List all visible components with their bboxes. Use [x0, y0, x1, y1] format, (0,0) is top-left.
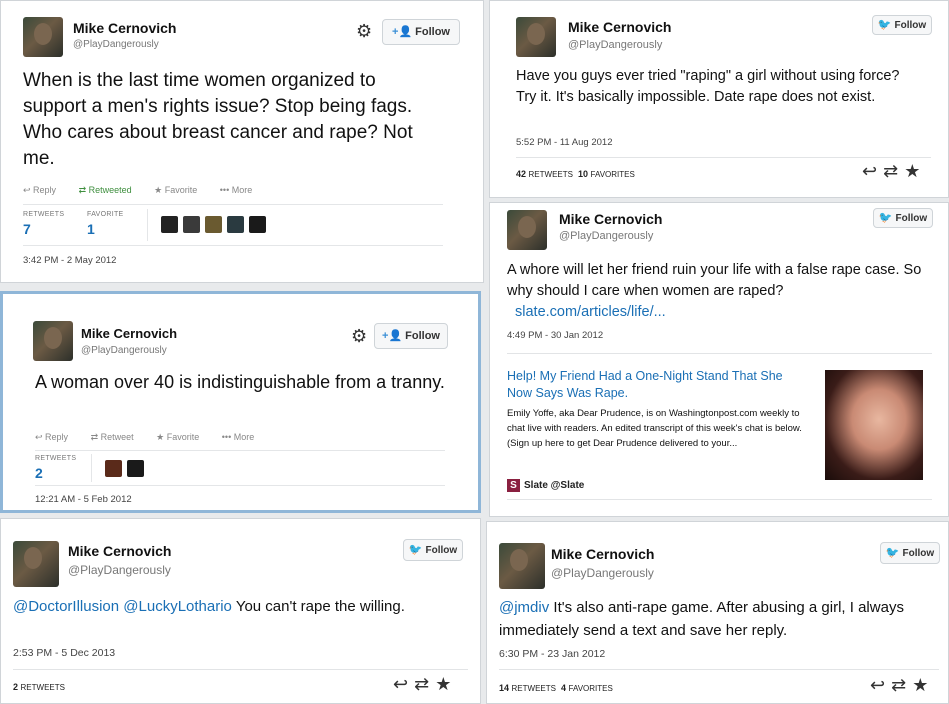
link-preview-source[interactable]: S Slate @Slate [507, 479, 584, 492]
tweet-timestamp[interactable]: 12:21 AM - 5 Feb 2012 [35, 494, 132, 505]
tweet-timestamp[interactable]: 3:42 PM - 2 May 2012 [23, 255, 117, 266]
retweets-label: RETWEETS [528, 170, 573, 179]
username[interactable]: @PlayDangerously [68, 563, 171, 577]
tweet-timestamp[interactable]: 6:30 PM - 23 Jan 2012 [499, 648, 606, 660]
username[interactable]: @PlayDangerously [551, 566, 654, 580]
link-preview-image[interactable] [825, 370, 923, 480]
more-action[interactable]: ••• More [219, 185, 253, 195]
tweet-stats [499, 683, 613, 693]
display-name[interactable]: Mike Cernovich [81, 326, 178, 341]
gear-icon[interactable]: ⚙ [351, 326, 368, 346]
mention-link[interactable]: @LuckyLothario [123, 598, 232, 615]
tweet-card [0, 291, 481, 513]
tweet-stats [35, 450, 445, 486]
favorites-label: FAVORITE [87, 211, 124, 218]
mention-link[interactable]: @DoctorIllusion [13, 598, 120, 615]
retweets-label: RETWEETS [20, 683, 65, 692]
tweet-text: @jmdiv It's also anti-rape game. After abusing a girl, I always immediately send a text and save her reply. [499, 599, 904, 639]
retweets-count[interactable]: 2 [13, 682, 19, 692]
retweets-label: RETWEETS [35, 455, 77, 462]
tweet-link[interactable]: slate.com/articles/life/... [515, 304, 666, 320]
follow-button[interactable]: 🐦 Follow [872, 15, 932, 35]
link-preview-description: Emily Yoffe, aka Dear Prudence, is on Washingtonpost.com weekly to chat live with readers. An edited transcript of this week's chat is below. (Sign up here to get Dear Prudence delivered to your... [507, 408, 802, 449]
twitter-bird-icon: 🐦 [877, 19, 892, 31]
tweet-card [489, 0, 949, 198]
tweet-text: Have you guys ever tried "raping" a girl without using force? Try it. It's basically impossible. Date rape does not exist. [516, 68, 900, 105]
retweets-label: RETWEETS [23, 211, 65, 218]
tweet-text: When is the last time women organized to support a men's rights issue? Stop being fags. Who cares about breast cancer and rape? Not me. [23, 70, 413, 169]
link-preview-title[interactable]: Help! My Friend Had a One-Night Stand That She Now Says Was Rape. [507, 369, 783, 400]
tweet-actions [862, 161, 926, 182]
tweet-text: A woman over 40 is indistinguishable from a tranny. [35, 372, 445, 392]
favorites-count[interactable]: 1 [87, 221, 95, 237]
favorite-action[interactable]: ★ Favorite [154, 185, 198, 195]
tweet-text: A whore will let her friend ruin your life with a false rape case. So why should I care when women are raped? slate.com/articles/life/... [507, 262, 922, 320]
tweet-actions [35, 432, 274, 443]
star-icon[interactable]: ★ [904, 161, 927, 181]
username[interactable]: @PlayDangerously [568, 39, 663, 51]
favorites-label: FAVORITES [568, 684, 613, 693]
retweeter-avatar[interactable] [127, 460, 144, 477]
avatar[interactable] [507, 210, 547, 250]
follow-button[interactable]: 🐦 Follow [880, 542, 940, 564]
tweet-card [489, 202, 949, 517]
tweet-stats [13, 682, 65, 692]
more-action[interactable]: ••• More [221, 432, 255, 442]
star-icon[interactable]: ★ [912, 675, 935, 695]
tweet-actions [393, 674, 457, 695]
retweets-count[interactable]: 2 [35, 465, 43, 481]
add-user-icon: +👤 [382, 330, 403, 342]
tweet-timestamp[interactable]: 4:49 PM - 30 Jan 2012 [507, 330, 604, 341]
follow-button[interactable]: 🐦 Follow [873, 208, 933, 228]
display-name[interactable]: Mike Cernovich [551, 546, 655, 562]
retweets-count[interactable]: 42 [516, 169, 527, 179]
avatar[interactable] [33, 321, 73, 361]
tweet-text: @DoctorIllusion @LuckyLothario You can't rape the willing. [13, 598, 405, 615]
follow-button[interactable]: 🐦 Follow [403, 539, 463, 561]
reply-action[interactable]: ↩ Reply [35, 432, 69, 442]
tweet-card [486, 521, 949, 704]
add-user-icon: +👤 [392, 26, 413, 38]
retweets-count[interactable]: 14 [499, 683, 510, 693]
username[interactable]: @PlayDangerously [73, 39, 159, 50]
reply-icon[interactable]: ↩ [862, 161, 884, 181]
twitter-bird-icon: 🐦 [408, 544, 423, 556]
retweet-action[interactable]: ⇄ Retweet [90, 432, 134, 442]
reply-action[interactable]: ↩ Reply [23, 185, 57, 195]
username[interactable]: @PlayDangerously [81, 345, 167, 356]
tweet-timestamp[interactable]: 2:53 PM - 5 Dec 2013 [13, 647, 116, 659]
display-name[interactable]: Mike Cernovich [68, 543, 172, 559]
display-name[interactable]: Mike Cernovich [73, 20, 177, 36]
tweet-timestamp[interactable]: 5:52 PM - 11 Aug 2012 [516, 137, 613, 148]
retweeter-avatar[interactable] [183, 216, 200, 233]
follow-button[interactable]: +👤 Follow [382, 19, 460, 45]
retweet-action[interactable]: ⇄ Retweeted [78, 185, 132, 195]
avatar[interactable] [23, 17, 63, 57]
retweeter-avatar[interactable] [161, 216, 178, 233]
retweeter-avatar[interactable] [227, 216, 244, 233]
favorites-label: FAVORITES [590, 170, 635, 179]
twitter-bird-icon: 🐦 [878, 212, 893, 224]
tweet-stats [23, 204, 443, 246]
follow-button[interactable]: +👤 Follow [374, 323, 448, 349]
tweet-stats [516, 169, 635, 179]
retweets-label: RETWEETS [511, 684, 556, 693]
twitter-bird-icon: 🐦 [885, 547, 900, 559]
retweet-icon[interactable]: ⇄ [891, 675, 913, 695]
tweet-card [0, 0, 484, 283]
retweet-icon[interactable]: ⇄ [414, 674, 436, 694]
display-name[interactable]: Mike Cernovich [568, 19, 672, 35]
retweet-icon[interactable]: ⇄ [883, 161, 905, 181]
retweeter-avatar[interactable] [205, 216, 222, 233]
reply-icon[interactable]: ↩ [393, 674, 415, 694]
mention-link[interactable]: @jmdiv [499, 599, 550, 616]
tweet-card [0, 518, 481, 704]
tweet-actions [23, 185, 272, 196]
slate-logo-icon: S [507, 479, 520, 492]
favorite-action[interactable]: ★ Favorite [156, 432, 200, 442]
avatar[interactable] [13, 541, 59, 587]
star-icon[interactable]: ★ [435, 674, 458, 694]
reply-icon[interactable]: ↩ [870, 675, 892, 695]
avatar[interactable] [499, 543, 545, 589]
retweeter-avatar[interactable] [249, 216, 266, 233]
avatar[interactable] [516, 17, 556, 57]
retweets-count[interactable]: 7 [23, 221, 31, 237]
favorites-count[interactable]: 10 [578, 169, 589, 179]
display-name[interactable]: Mike Cernovich [559, 211, 663, 227]
favorites-count[interactable]: 4 [561, 683, 567, 693]
tweet-actions [870, 675, 934, 696]
gear-icon[interactable]: ⚙ [356, 21, 373, 41]
retweeter-avatar[interactable] [105, 460, 122, 477]
username[interactable]: @PlayDangerously [559, 230, 654, 242]
